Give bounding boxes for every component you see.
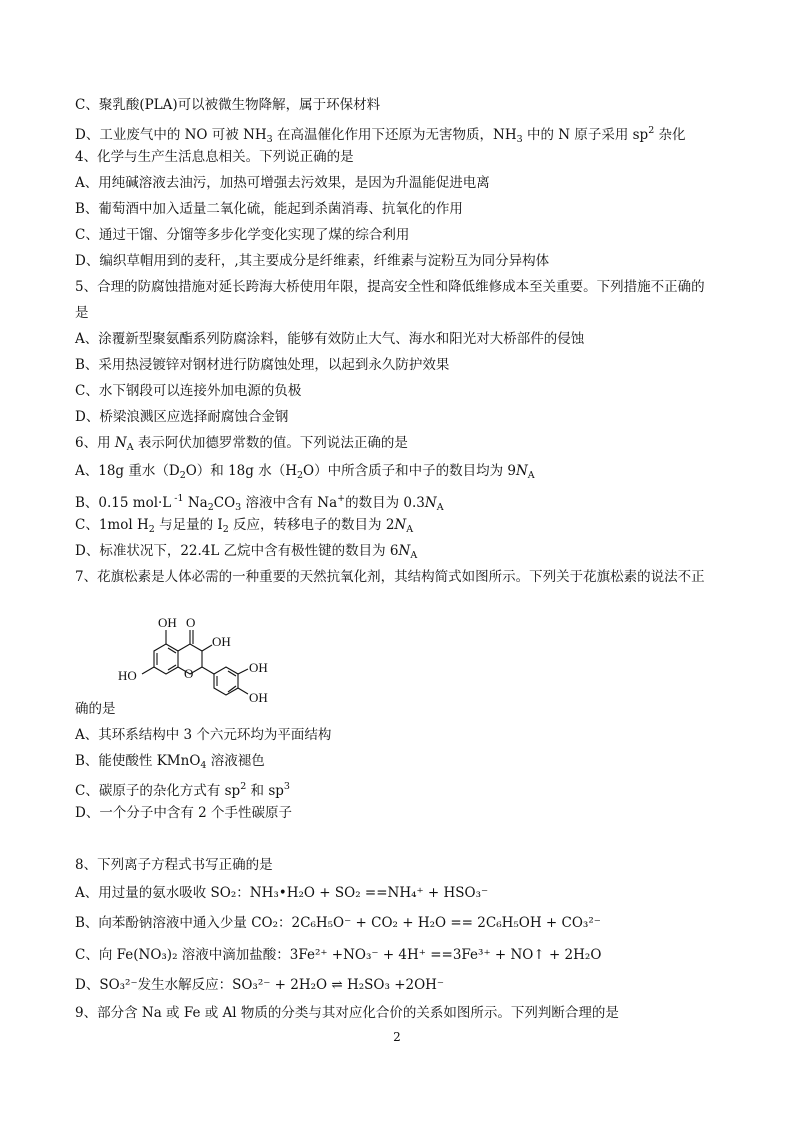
q6-option-c: C、1mol $H_2$ 与足量的 $I_2$ 反应，转移电子的数目为 $2N_A$ — [75, 517, 414, 535]
q5-option-a: A、涂覆新型聚氨酯系列防腐涂料，能够有效防止大气、海水和阳光对大桥部件的侵蚀 — [75, 331, 585, 347]
page-number: 2 — [393, 1030, 401, 1044]
q6-option-d: D、标准状况下，22.4L 乙烷中含有极性键的数目为 $6N_A$ — [75, 543, 418, 561]
q8-option-d: D、SO₃²⁻发生水解反应：SO₃²⁻ + 2H₂O ⇌ H₂SO₃ +2OH⁻ — [75, 977, 445, 993]
q5-option-d: D、桥梁浪溅区应选择耐腐蚀合金钢 — [75, 409, 289, 425]
q5-option-b: B、采用热浸镀锌对钢材进行防腐蚀处理，以起到永久防护效果 — [75, 357, 450, 373]
q4-option-d: D、编织草帽用到的麦秆，,其主要成分是纤维素，纤维素与淀粉互为同分异构体 — [75, 253, 550, 269]
q6-stem: 6、用 $N_A$ 表示阿伏加德罗常数的值。下列说法正确的是 — [75, 435, 408, 453]
q7-stem-line1: 7、花旗松素是人体必需的一种重要的天然抗氧化剂，其结构简式如图所示。下列关于花旗松素的说法不正 — [75, 569, 705, 585]
q3-option-d: D、工业废气中的 NO 可被 $NH_3$ 在高温催化作用下还原为无害物质，$NH_3$ 中的 N 原子采用 $sp^2$ 杂化 — [75, 125, 686, 145]
q5-stem-line2: 是 — [75, 305, 89, 321]
q7-option-d: D、一个分子中含有 2 个手性碳原子 — [75, 805, 292, 821]
mol-label-carbonyl-o: O — [186, 615, 196, 630]
mol-label-oh-top: OH — [158, 615, 177, 630]
molecule-bonds — [142, 630, 248, 695]
q7-stem-line2: 确的是 — [75, 701, 116, 717]
q4-option-b: B、葡萄酒中加入适量二氧化硫，能起到杀菌消毒、抗氧化的作用 — [75, 201, 463, 217]
mol-label-ring-o: O — [184, 666, 194, 681]
mol-label-oh-ring-b-lower: OH — [249, 690, 268, 705]
q3-option-c: C、聚乳酸(PLA)可以被微生物降解，属于环保材料 — [75, 97, 381, 113]
q8-option-c: C、向 Fe(NO₃)₂ 溶液中滴加盐酸：3Fe²⁺ +NO₃⁻ + 4H⁺ ==3Fe³⁺ + NO↑ + 2H₂O — [75, 947, 602, 963]
q5-stem-line1: 5、合理的防腐蚀措施对延长跨海大桥使用年限，提高安全性和降低维修成本至关重要。下列措施不正确的 — [75, 279, 705, 295]
q6-option-b: B、0.15 mol·L $^{-1}$ $Na_2CO_3$ 溶液中含有 Na+的数目为 $0.3N_A$ — [75, 493, 444, 513]
taxifolin-structure-diagram — [108, 614, 308, 714]
q4-option-a: A、用纯碱溶液去油污，加热可增强去污效果，是因为升温能促进电离 — [75, 175, 490, 191]
q9-stem: 9、部分含 Na 或 Fe 或 Al 物质的分类与其对应化合价的关系如图所示。下列判断合理的是 — [75, 1005, 619, 1021]
q6-option-a: A、18g 重水$(D_2O)$和 18g 水$(H_2O)$中所含质子和中子的数目均为 $9N_A$ — [75, 463, 535, 481]
q8-option-b: B、向苯酚钠溶液中通入少量 CO₂：2C₆H₅O⁻ + CO₂ + H₂O == 2C₆H₅OH + CO₃²⁻ — [75, 915, 601, 931]
q7-option-c: C、碳原子的杂化方式有 $sp^2$ 和 $sp^3$ — [75, 781, 290, 799]
q7-option-b: B、能使酸性 KMnO$_4$ 溶液褪色 — [75, 753, 265, 771]
q8-option-a: A、用过量的氨水吸收 SO₂：NH₃•H₂O + SO₂ ==NH₄⁺ + HSO₃⁻ — [75, 885, 489, 901]
q7-option-a: A、其环系结构中 3 个六元环均为平面结构 — [75, 727, 332, 743]
mol-label-oh-c3: OH — [212, 634, 231, 649]
mol-label-oh-ring-b-upper: OH — [249, 660, 268, 675]
q4-stem: 4、化学与生产生活息息相关。下列说正确的是 — [75, 149, 354, 165]
q4-option-c: C、通过干馏、分馏等多步化学变化实现了煤的综合利用 — [75, 227, 410, 243]
q8-stem: 8、下列离子方程式书写正确的是 — [75, 857, 273, 873]
mol-label-ho-left: HO — [118, 668, 137, 683]
q5-option-c: C、水下钢段可以连接外加电源的负极 — [75, 383, 302, 399]
